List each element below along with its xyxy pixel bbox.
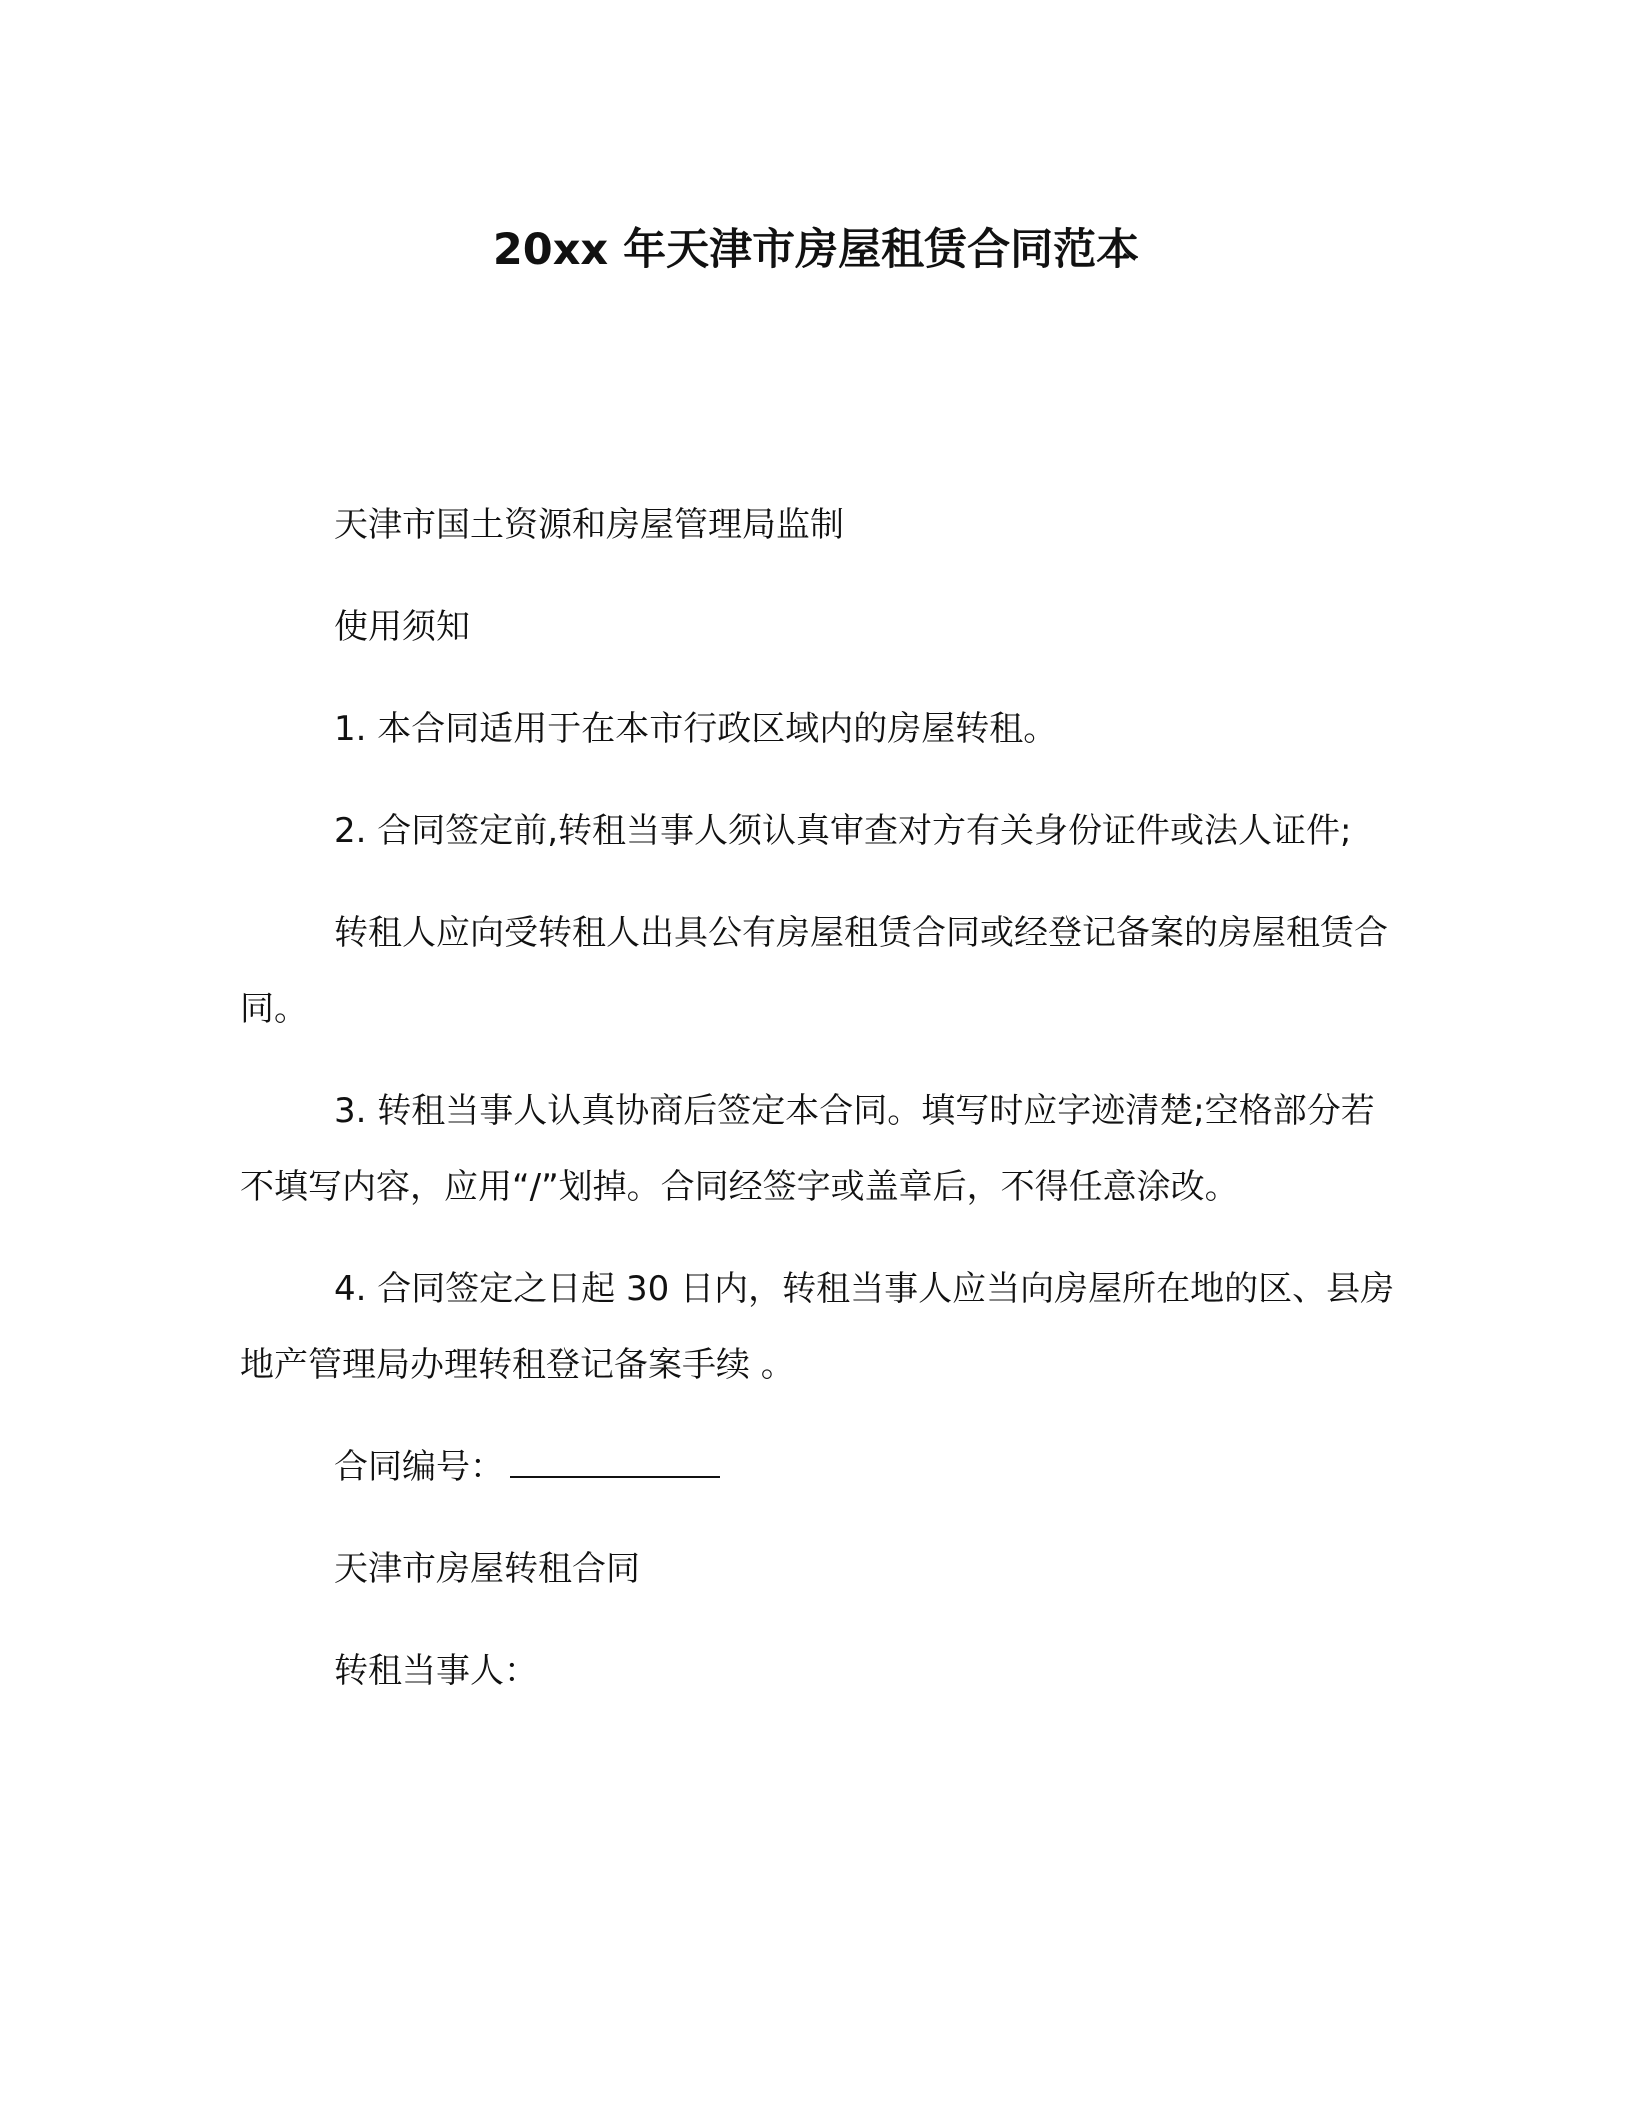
contract-number-label: 合同编号： — [334, 1447, 504, 1487]
parties-heading: 转租当事人： — [334, 1651, 538, 1691]
issuer-line: 天津市国土资源和房屋管理局监制 — [334, 505, 844, 545]
usage-notice-heading: 使用须知 — [334, 607, 470, 647]
notice-item-1: 1. 本合同适用于在本市行政区域内的房屋转租。 — [334, 709, 1058, 749]
contract-number-line — [240, 1429, 1400, 1505]
notice-item-2-continued: 转租人应向受转租人出具公有房屋租赁合同或经登记备案的房屋租赁合同。 — [240, 913, 1388, 1029]
document-body — [240, 487, 1400, 1735]
contract-name: 天津市房屋转租合同 — [334, 1549, 640, 1589]
notice-item-4: 4. 合同签定之日起 30 日内，转租当事人应当向房屋所在地的区、县房地产管理局办理转租登记备案手续 。 — [240, 1269, 1395, 1385]
document-title: 20xx 年天津市房屋租赁合同范本 — [492, 225, 1140, 275]
notice-item-3: 3. 转租当事人认真协商后签定本合同。填写时应字迹清楚;空格部分若不填写内容，应用“/”划掉。合同经签字或盖章后，不得任意涂改。 — [240, 1091, 1375, 1207]
contract-number-blank — [510, 1446, 720, 1478]
notice-item-2: 2. 合同签定前,转租当事人须认真审查对方有关身份证件或法人证件; — [334, 811, 1352, 851]
